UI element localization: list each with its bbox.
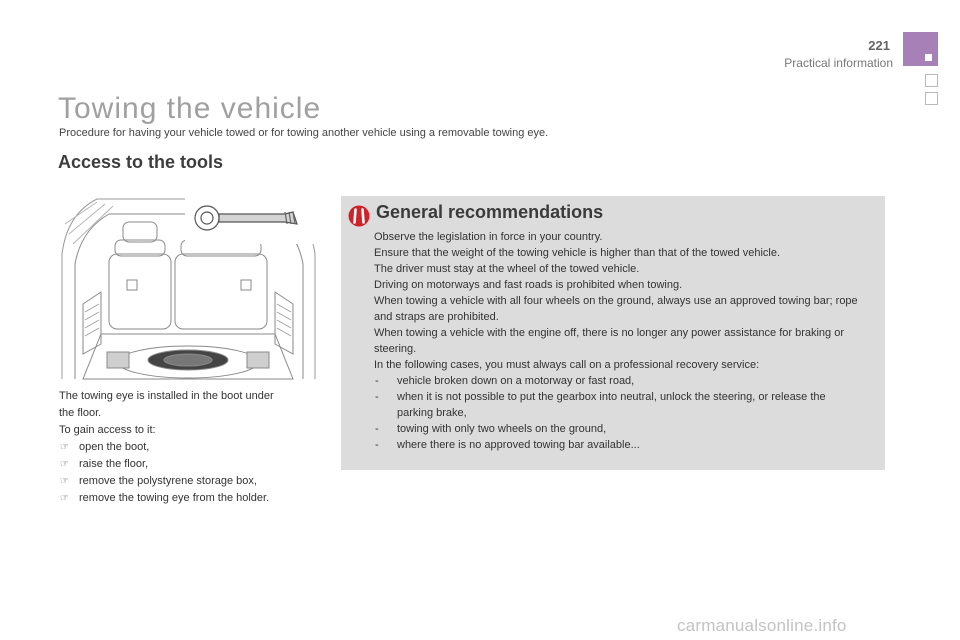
list-item [59, 490, 309, 507]
paragraph: When towing a vehicle with the engine off, there is no longer any power assistance for braking or steering. [374, 327, 845, 355]
list-item [59, 439, 309, 456]
pointing-hand-icon: ☞ [60, 442, 69, 453]
step-text: raise the floor, [79, 458, 149, 470]
page-number: 221 [868, 38, 890, 53]
intro-text: Procedure for having your vehicle towed or for towing another vehicle using a removable towing eye. [59, 127, 549, 139]
list-item [374, 437, 864, 453]
tab-dot [925, 54, 932, 61]
paragraph: Observe the legislation in force in your country. [374, 231, 603, 243]
page-title: Towing the vehicle [58, 92, 322, 125]
paragraph: When towing a vehicle with all four wheels on the ground, always use an approved towing bar; rope and straps are prohibited. [374, 295, 858, 323]
boot-illustration [57, 194, 319, 380]
recommendations-heading: General recommendations [376, 202, 604, 222]
section-name: Practical information [784, 56, 893, 70]
step-text: remove the towing eye from the holder. [79, 492, 270, 504]
pointing-hand-icon: ☞ [60, 459, 69, 470]
access-instructions [59, 388, 309, 507]
case-text: towing with only two wheels on the ground, [397, 423, 607, 435]
dash-bullet: - [375, 439, 379, 451]
paragraph: Driving on motorways and fast roads is prohibited when towing. [374, 279, 683, 291]
paragraph: In the following cases, you must always call on a professional recovery service: [374, 359, 760, 371]
step-text: remove the polystyrene storage box, [79, 475, 257, 487]
list-item [374, 421, 864, 437]
list-item [374, 373, 864, 389]
case-text: vehicle broken down on a motorway or fast road, [397, 375, 635, 387]
cases-list [374, 373, 864, 453]
paragraph: The driver must stay at the wheel of the towed vehicle. [374, 263, 640, 275]
list-item [374, 389, 864, 421]
section-tab-marker [903, 32, 938, 66]
tab-outline-box [925, 92, 938, 105]
watermark: carmanualsonline.info [677, 616, 847, 635]
list-item [59, 473, 309, 490]
dash-bullet: - [375, 375, 379, 387]
list-item [59, 456, 309, 473]
recommendations-text [374, 229, 864, 453]
description-line: The towing eye is installed in the boot under [59, 390, 274, 402]
pointing-hand-icon: ☞ [60, 493, 69, 504]
dash-bullet: - [375, 391, 379, 403]
step-text: open the boot, [79, 441, 150, 453]
paragraph: Ensure that the weight of the towing vehicle is higher than that of the towed vehicle. [374, 247, 781, 259]
description-line: the floor. [59, 407, 102, 419]
dash-bullet: - [375, 423, 379, 435]
warning-icon [348, 205, 370, 227]
access-heading: Access to the tools [58, 152, 224, 172]
pointing-hand-icon: ☞ [60, 476, 69, 487]
tab-outline-box [925, 74, 938, 87]
description-line: To gain access to it: [59, 424, 156, 436]
steps-list [59, 439, 309, 507]
case-text: where there is no approved towing bar available... [397, 439, 640, 451]
case-text: when it is not possible to put the gearbox into neutral, unlock the steering, or release the parking brake, [397, 391, 826, 419]
